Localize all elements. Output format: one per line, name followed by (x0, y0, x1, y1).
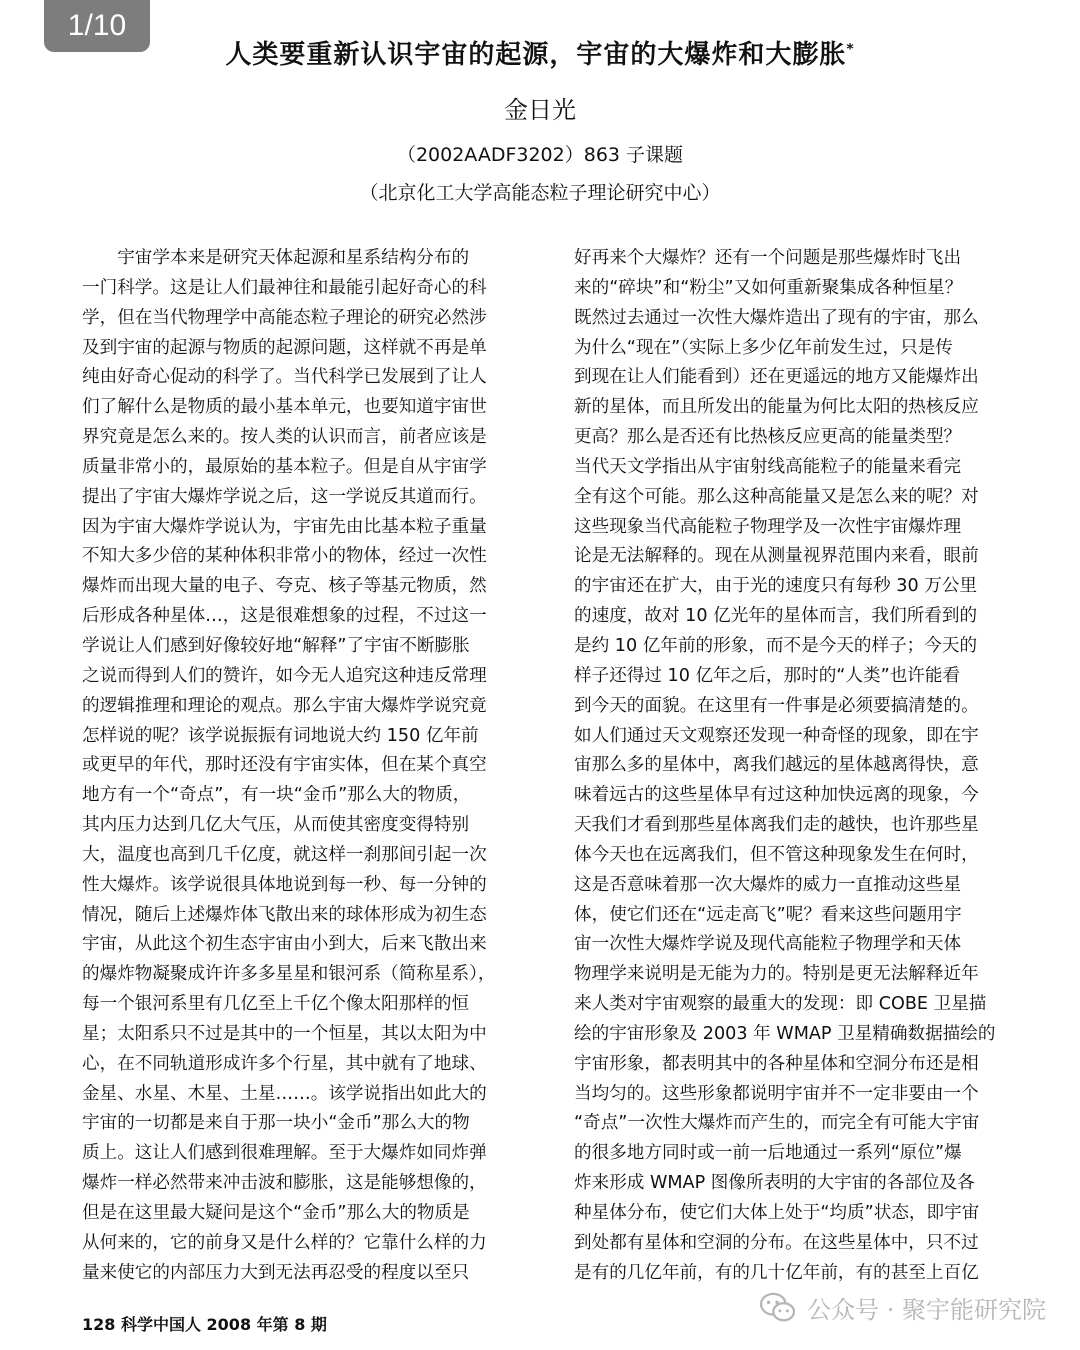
text-line: 星；太阳系只不过是其中的一个恒星，其以太阳为中 (82, 1023, 487, 1044)
page-footer: 128 科学中国人 2008 年第 8 期 (82, 1315, 327, 1334)
text-line: 纯由好奇心促动的科学了。当代科学已发展到了让人 (82, 367, 487, 388)
text-line: 的逻辑推理和理论的观点。那么宇宙大爆炸学说究竟 (82, 695, 487, 716)
right-column (574, 244, 1026, 1289)
text-line: 大，温度也高到几千亿度，就这样一刹那间引起一次 (82, 844, 487, 865)
text-line: 地方有一个“奇点”，有一块“金币”那么大的物质， (82, 785, 471, 806)
text-line: 宇宙，从此这个初生态宇宙由小到大，后来飞散出来 (82, 934, 487, 955)
text-line: 炸来形成 WMAP 图像所表明的大宇宙的各部位及各 (574, 1173, 975, 1194)
text-line: 不知大多少倍的某种体积非常小的物体，经过一次性 (82, 546, 487, 567)
text-line: 是有的几亿年前，有的几十亿年前，有的甚至上百亿 (574, 1262, 979, 1283)
text-line: 界究竟是怎么来的。按人类的认识而言，前者应该是 (82, 427, 487, 448)
text-line: 当代天文学指出从宇宙射线高能粒子的能量来看完 (574, 456, 962, 477)
text-line: 物理学来说明是无能为力的。特别是更无法解释近年 (574, 964, 979, 985)
text-line: 宇宙学本来是研究天体起源和星系结构分布的 (82, 248, 470, 268)
text-line: 量来使它的内部压力大到无法再忍受的程度以至只 (82, 1262, 470, 1283)
text-line: 一门科学。这是让人们最神往和最能引起好奇心的科 (82, 277, 487, 298)
text-line: 味着远古的这些星体早有过这种加快远离的现象，今 (574, 785, 979, 806)
text-line: 性大爆炸。该学说很具体地说到每一秒、每一分钟的 (82, 874, 487, 895)
text-line: 情况，随后上述爆炸体飞散出来的球体形成为初生态 (82, 904, 487, 925)
text-line: 绘的宇宙形象及 2003 年 WMAP 卫星精确数据描绘的 (574, 1023, 996, 1044)
text-line: “奇点”一次性大爆炸而产生的，而完全有可能大宇宙 (574, 1113, 980, 1134)
left-column (82, 244, 534, 1289)
text-line: 宙那么多的星体中，离我们越远的星体越离得快，意 (574, 755, 979, 776)
text-line: 这些现象当代高能粒子物理学及一次性宇宙爆炸理 (574, 516, 962, 537)
text-line: 质量非常小的，最原始的基本粒子。但是自从宇宙学 (82, 456, 487, 477)
text-line: 心，在不同轨道形成许多个行星，其中就有了地球、 (82, 1053, 487, 1074)
project-code: （2002AADF3202）863 子课题 (396, 144, 684, 166)
text-line: 宇宙形象，都表明其中的各种星体和空洞分布还是相 (574, 1053, 979, 1074)
text-line: 是约 10 亿年前的形象，而不是今天的样子；今天的 (574, 635, 978, 656)
text-line: 怎样说的呢？该学说振振有词地说大约 150 亿年前 (82, 725, 479, 746)
text-line: 天我们才看到那些星体离我们走的越快，也许那些星 (574, 815, 979, 836)
text-line: 之说而得到人们的赞许，如今无人追究这种违反常理 (82, 665, 487, 686)
text-line: 这是否意味着那一次大爆炸的威力一直推动这些星 (574, 874, 962, 895)
text-line: 新的星体，而且所发出的能量为何比太阳的热核反应 (574, 397, 979, 418)
text-line: 体，使它们还在“远走高飞”呢？看来这些问题用宇 (574, 904, 962, 925)
text-line: 每一个银河系里有几亿至上千亿个像太阳那样的恒 (82, 994, 470, 1015)
article-title-text: 人类要重新认识宇宙的起源，宇宙的大爆炸和大膨胀 (225, 40, 847, 70)
page-indicator: 1/10 (44, 0, 150, 52)
text-line: 后形成各种星体…，这是很难想象的过程，不过这一 (82, 606, 487, 627)
text-line: 及到宇宙的起源与物质的起源问题，这样就不再是单 (82, 337, 487, 358)
text-line: 体今天也在远离我们，但不管这种现象发生在何时， (574, 844, 979, 865)
text-line: 来的“碎块”和“粉尘”又如何重新聚集成各种恒星？ (574, 277, 963, 298)
text-line: 学说让人们感到好像较好地“解释”了宇宙不断膨胀 (82, 635, 470, 656)
text-line: 种星体分布，使它们大体上处于“均质”状态，即宇宙 (574, 1203, 980, 1223)
text-line: 因为宇宙大爆炸学说认为，宇宙先由比基本粒子重量 (82, 516, 487, 537)
text-line: 到处都有星体和空洞的分布。在这些星体中，只不过 (574, 1232, 979, 1253)
text-line: 其内压力达到几亿大气压，从而使其密度变得特别 (82, 815, 470, 836)
text-line: 们了解什么是物质的最小基本单元，也要知道宇宙世 (82, 397, 487, 418)
text-line: 从何来的，它的前身又是什么样的？它靠什么样的力 (82, 1232, 487, 1253)
text-line: 当均匀的。这些形象都说明宇宙并不一定非要由一个 (574, 1083, 979, 1104)
text-line: 或更早的年代，那时还没有宇宙实体，但在某个真空 (82, 755, 487, 776)
affiliation: （北京化工大学高能态粒子理论研究中心） (359, 182, 721, 204)
text-line: 质上。这让人们感到很难理解。至于大爆炸如同炸弹 (82, 1143, 487, 1164)
wechat-icon (759, 1292, 797, 1324)
text-line: 样子还得过 10 亿年之后，那时的“人类”也许能看 (574, 665, 961, 686)
text-line: 到今天的面貌。在这里有一件事是必须要搞清楚的。 (574, 695, 979, 716)
text-line: 的速度，故对 10 亿光年的星体而言，我们所看到的 (574, 606, 978, 627)
text-line: 提出了宇宙大爆炸学说之后，这一学说反其道而行。 (82, 486, 487, 507)
text-line: 宇宙的一切都是来自于那一块小“金币”那么大的物 (82, 1113, 470, 1134)
title-footnote-mark: * (846, 41, 855, 58)
text-line: 为什么“现在”（实际上多少亿年前发生过，只是传 (574, 337, 953, 358)
text-line: 如人们通过天文观察还发现一种奇怪的现象，即在宇 (574, 725, 979, 746)
text-line: 好再来个大爆炸？还有一个问题是那些爆炸时飞出 (574, 248, 962, 268)
watermark (759, 1290, 1046, 1325)
text-line: 爆炸一样必然带来冲击波和膨胀，这是能够想像的， (82, 1173, 487, 1194)
watermark-text: 公众号 · 聚宇能研究院 (807, 1296, 1046, 1324)
text-line: 来人类对宇宙观察的最重大的发现：即 COBE 卫星描 (574, 994, 987, 1015)
text-line: 学，但在当代物理学中高能态粒子理论的研究必然涉 (82, 307, 487, 328)
text-line: 的宇宙还在扩大，由于光的速度只有每秒 30 万公里 (574, 576, 978, 597)
article-title (0, 34, 1080, 71)
text-line: 宙一次性大爆炸学说及现代高能粒子物理学和天体 (574, 934, 962, 955)
text-line: 但是在这里最大疑问是这个“金币”那么大的物质是 (82, 1203, 470, 1223)
text-line: 的爆炸物凝聚成许许多多星星和银河系（简称星系）， (82, 964, 496, 985)
text-line: 到现在让人们能看到）还在更遥远的地方又能爆炸出 (574, 367, 979, 388)
author-name: 金日光 (504, 96, 576, 124)
text-line: 全有这个可能。那么这种高能量又是怎么来的呢？对 (574, 486, 979, 507)
text-line: 的很多地方同时或一前一后地通过一系列“原位”爆 (574, 1143, 962, 1164)
text-line: 爆炸而出现大量的电子、夸克、核子等基元物质，然 (82, 576, 487, 597)
text-line: 金星、水星、木星、土星……。该学说指出如此大的 (82, 1083, 487, 1104)
text-line: 既然过去通过一次性大爆炸造出了现有的宇宙，那么 (574, 307, 979, 328)
text-line: 更高？那么是否还有比热核反应更高的能量类型？ (574, 427, 962, 448)
text-line: 论是无法解释的。现在从测量视界范围内来看，眼前 (574, 546, 979, 567)
